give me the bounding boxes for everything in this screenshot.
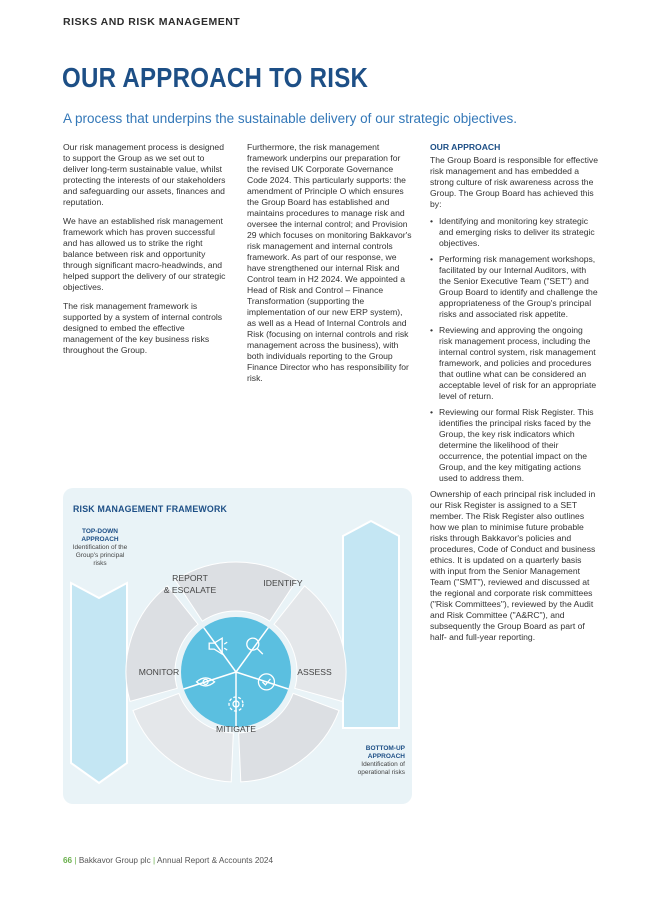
paragraph: Furthermore, the risk management framework underpins our preparation for the revised UK Corporate Governance Code 2024. This particularly supports: the amendment of Principle O which ensures the Group Board has established and maintains procedures to manage risk and oversee the internal control; and Provision 29 which focuses on monitoring Bakkavor's risk management and internal controls framework. As part of our response, we have strengthened our internal Risk and Control team in H2 2024. We appointed a Head of Risk and Control – Finance Transformation (supporting the implementation of our new ERP system), as well as a Head of Internal Controls and Risk (focusing on internal controls and risk management across the business), with both individuals reporting to the Group Finance Director who has responsibility for risk. — [247, 142, 412, 383]
paragraph: Our risk management process is designed to support the Group as we set out to deliver long-term sustainable value, whilst protecting the interests of our stakeholders and safeguarding our assets, finances and reputation. — [63, 142, 226, 207]
footer-report: Annual Report & Accounts 2024 — [156, 856, 274, 865]
top-down-heading-2: APPROACH — [81, 536, 119, 543]
paragraph: The risk management framework is supported by a system of internal controls designed to embed the effective management of the key business risks throughout the Group. — [63, 301, 223, 355]
bottom-up-heading: BOTTOM-UP — [365, 745, 405, 752]
footer-company: Bakkavor Group plc — [78, 856, 151, 865]
approach-list — [430, 216, 598, 484]
risk-framework-diagram — [63, 488, 412, 804]
list-item: • Reviewing our formal Risk Register. This identifies the principal risks faced by the Group, the key risk indicators which determine the likelihood of their occurrence, the potential impact on the Group, and the key mitigating actions used to address them. — [430, 407, 598, 484]
framework-title: RISK MANAGEMENT FRAMEWORK — [73, 504, 228, 514]
paragraph: We have an established risk management framework which has proven successful and has allowed us to strike the right balance between risk and opportunity through significant macro-headwinds, and helped support the delivery of our strategic objectives. — [63, 216, 226, 292]
segment-label: & ESCALATE — [163, 585, 217, 595]
bottom-up-text: Identification of operational risks — [357, 761, 405, 776]
approach-intro: The Group Board is responsible for effective risk management and has embedded a strong culture of risk awareness across the Group. The Group Board has achieved this by: — [430, 155, 598, 209]
list-item: • Reviewing and approving the ongoing risk management process, including the internal control system, risk management framework, and policies and procedures that outline what can be considered an acceptable level of risk for an appropriate level of return. — [430, 325, 598, 402]
segment-monitor: MONITOR — [138, 667, 180, 677]
footer-separator: | — [74, 856, 77, 865]
top-down-text: Identification of the Group's principal risks — [72, 544, 128, 567]
our-approach-heading: OUR APPROACH — [430, 142, 501, 152]
footer-separator: | — [153, 856, 156, 865]
list-item: • Performing risk management workshops, facilitated by our Internal Auditors, with the Senior Executive Team ("SET") and Group Board to identify and challenge the appropriateness of the Group's principal risks and associated risk appetite. — [430, 254, 598, 320]
text-column-3 — [430, 142, 598, 647]
segment-identify: IDENTIFY — [263, 578, 303, 588]
page-subtitle: A process that underpins the sustainable delivery of our strategic objectives. — [63, 111, 518, 126]
list-item: • Identifying and monitoring key strategic and emerging risks to deliver its strategic objectives. — [430, 216, 598, 249]
approach-closing: Ownership of each principal risk included in our Risk Register is assigned to a SET member. The Risk Register also outlines how we plan to minimise future probable risks through Bakkavor's policies and procedures, Code of Conduct and business ethics. It is updated on a quarterly basis with input from the Senior Management Team ("SMT"), reviewed and discussed at the regional and corporate risk committees ("Risk Committees"), reviewed by the Audit and Risk Committee ("A&RC"), and subsequently the Group Board as part of half- and full-year reporting. — [430, 489, 596, 642]
text-column-1 — [63, 142, 228, 364]
bottom-up-note — [333, 745, 405, 777]
segment-assess: ASSESS — [297, 667, 332, 677]
segment-mitigate: MITIGATE — [216, 724, 256, 734]
page-title: OUR APPROACH TO RISK — [62, 62, 369, 93]
segment-report-escalate — [155, 572, 225, 596]
top-down-note — [69, 528, 131, 568]
bottom-up-arrow — [343, 521, 399, 728]
section-label: RISKS AND RISK MANAGEMENT — [63, 16, 241, 28]
footer — [63, 856, 273, 865]
segment-label: REPORT — [172, 573, 208, 583]
page-number: 66 — [63, 856, 73, 865]
text-column-2 — [247, 142, 412, 392]
top-down-heading: TOP-DOWN — [82, 528, 118, 535]
framework-center — [181, 617, 291, 727]
top-down-arrow — [71, 583, 127, 783]
bottom-up-heading-2: APPROACH — [367, 753, 405, 760]
